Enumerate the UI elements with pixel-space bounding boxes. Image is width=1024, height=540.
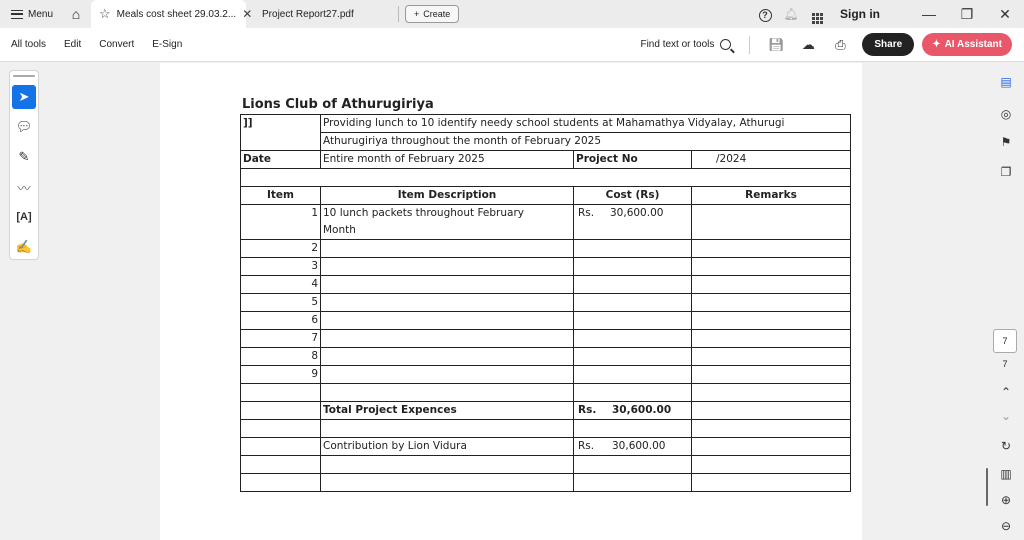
empty-cell [692,276,851,294]
currency-label: Rs. [578,207,595,219]
table-row [241,133,851,151]
empty-cell [241,420,321,438]
close-window-icon[interactable]: ✕ [999,5,1011,22]
ai-sparkle-icon: ✦ [932,39,941,50]
total-pages: 7 [1002,359,1008,369]
right-rail [986,63,1024,540]
table-row [241,151,851,169]
empty-cell [321,276,574,294]
project-description-line1: Providing lunch to 10 identify needy school students at Mahamathya Vidyalay, Athurugi [321,115,851,133]
empty-cell [321,384,574,402]
tab-divider [398,6,399,22]
item-number: 1 [241,205,321,240]
pdf-page [160,63,862,540]
total-amount: 30,600.00 [612,404,672,416]
code-cell: ]] [241,115,321,151]
table-row [241,205,851,240]
item-description-line1: 10 lunch packets throughout February [323,207,524,219]
help-icon[interactable]: ? [752,7,778,22]
minimize-icon[interactable]: — [922,6,936,22]
next-page-icon[interactable]: ⌄ [1000,409,1012,423]
sign-icon[interactable]: ✍ [15,239,33,254]
empty-cell [692,240,851,258]
empty-cell [574,258,692,276]
edit-menu[interactable]: Edit [64,39,82,50]
table-row [241,420,851,438]
edit-pdf-icon[interactable]: ▤ [1000,75,1012,89]
table-row [241,312,851,330]
empty-cell [574,420,692,438]
empty-cell [321,366,574,384]
table-row [241,258,851,276]
header-cost: Cost (Rs) [574,187,692,205]
contribution-cost [574,438,692,456]
empty-cell [241,384,321,402]
empty-cell [574,474,692,492]
item-number: 4 [241,276,321,294]
pages-icon[interactable]: ❐ [1000,165,1012,179]
project-description-line2: Athurugiriya throughout the month of February 2025 [321,133,851,151]
contribution-amount: 30,600.00 [612,440,666,452]
empty-cell [574,294,692,312]
empty-cell [321,348,574,366]
table-row [241,348,851,366]
item-number: 7 [241,330,321,348]
item-number: 6 [241,312,321,330]
table-row [241,366,851,384]
document-title: Lions Club of Athurugiriya [242,97,434,112]
empty-cell [321,456,574,474]
table-row [241,456,851,474]
table-header-row [241,187,851,205]
empty-cell [574,348,692,366]
table-row [241,384,851,402]
save-icon[interactable]: 💾︎ [768,36,785,52]
empty-cell [241,438,321,456]
main-toolbar [0,28,1024,62]
empty-cell [692,474,851,492]
date-label: Date [241,151,321,169]
current-page-input[interactable]: 7 [993,329,1017,353]
empty-cell [692,330,851,348]
empty-cell [321,420,574,438]
empty-cell [692,348,851,366]
item-number: 3 [241,258,321,276]
select-cursor-icon[interactable]: ➤ [12,85,36,109]
header-remarks: Remarks [692,187,851,205]
share-button[interactable]: Share [862,33,914,56]
date-value: Entire month of February 2025 [321,151,574,169]
restore-icon[interactable]: ❐ [960,5,974,22]
empty-cell [574,456,692,474]
project-no-label: Project No [574,151,692,169]
empty-cell [574,384,692,402]
contribution-label: Contribution by Lion Vidura [321,438,574,456]
table-row [241,294,851,312]
all-tools-menu[interactable]: All tools [11,39,47,50]
item-description [321,205,574,240]
table-row [241,276,851,294]
plus-icon: + [414,9,420,19]
print-icon[interactable]: ⎙ [835,36,846,52]
empty-cell [574,366,692,384]
total-label: Total Project Expences [321,402,574,420]
spacer-cell [241,169,851,187]
rotate-icon[interactable]: ↻ [1000,439,1012,453]
sign-in-button[interactable]: Sign in [840,7,880,21]
project-no-text: /2024 [716,153,747,165]
empty-cell [692,420,851,438]
zoom-out-icon[interactable]: ⊖ [1000,519,1012,533]
empty-cell [574,312,692,330]
add-comment-icon[interactable]: 💬︎ [15,119,33,134]
hamburger-icon [11,10,23,19]
star-icon[interactable]: ☆ [99,6,111,21]
empty-cell [692,402,851,420]
title-bar [0,0,1024,28]
convert-menu[interactable]: Convert [99,39,135,50]
empty-cell [321,474,574,492]
menu-button[interactable] [0,0,61,28]
header-description: Item Description [321,187,574,205]
empty-cell [321,294,574,312]
create-label: Create [423,9,451,19]
close-tab-icon[interactable]: ✕ [242,7,253,21]
ai-assistant-label: AI Assistant [944,39,1002,50]
empty-cell [692,294,851,312]
table-row [241,115,851,133]
empty-cell [692,312,851,330]
empty-cell [692,438,851,456]
empty-cell [692,384,851,402]
empty-cell [241,456,321,474]
empty-cell [321,330,574,348]
empty-cell [321,258,574,276]
item-number: 2 [241,240,321,258]
item-cost [574,205,692,240]
item-number: 8 [241,348,321,366]
rail-drag-handle[interactable] [13,75,35,77]
project-no-value [692,151,851,169]
table-row [241,169,851,187]
previous-page-icon[interactable]: ⌃ [1000,385,1012,399]
bookmark-icon[interactable]: ⚑ [1000,135,1012,149]
currency-label: Rs. [578,404,597,416]
tab-project-report[interactable] [246,0,396,28]
zoom-in-icon[interactable]: ⊕ [1000,493,1012,507]
item-number: 9 [241,366,321,384]
empty-cell [321,312,574,330]
upload-cloud-icon[interactable]: ☁ [801,36,815,52]
item-remarks [692,205,851,240]
header-item: Item [241,187,321,205]
tab-label: Meals cost sheet 29.03.2... [116,8,237,20]
scrollbar-thumb[interactable] [986,468,988,506]
empty-cell [692,258,851,276]
text-select-icon[interactable]: [A] [16,211,32,223]
empty-cell [241,402,321,420]
empty-cell [574,276,692,294]
contribution-row [241,438,851,456]
comment-panel-icon[interactable]: ◎ [1000,107,1012,121]
item-description-line2: Month [323,224,356,236]
tab-meals-cost-sheet[interactable] [91,0,253,28]
home-icon[interactable]: ⌂ [71,6,81,22]
currency-label: Rs. [578,440,595,452]
empty-cell [574,330,692,348]
menu-label: Menu [28,8,54,20]
search-icon [720,39,731,50]
empty-cell [321,240,574,258]
total-row [241,402,851,420]
empty-cell [692,366,851,384]
bell-icon[interactable]: 🔔︎ [783,7,799,21]
amount-value: 30,600.00 [610,207,664,219]
toolbar-divider [749,36,750,54]
empty-cell [574,240,692,258]
table-row [241,240,851,258]
find-label: Find text or tools [640,39,715,50]
apps-grid-icon[interactable] [804,5,830,24]
page-fit-icon[interactable]: ▥ [1000,467,1012,481]
tab-label: Project Report27.pdf [262,8,354,20]
empty-cell [692,456,851,474]
document-viewport[interactable] [48,63,978,540]
highlight-pen-icon[interactable]: ✎ [18,149,30,164]
cost-sheet-table [240,114,851,492]
find-text-or-tools[interactable] [640,39,731,50]
draw-freehand-icon[interactable]: 〰 [17,180,31,196]
left-tool-rail [9,70,39,260]
table-row [241,474,851,492]
item-number: 5 [241,294,321,312]
table-row [241,330,851,348]
create-button[interactable] [405,5,459,23]
ai-assistant-button[interactable] [922,33,1012,56]
empty-cell [241,474,321,492]
esign-menu[interactable]: E-Sign [152,39,183,50]
total-cost [574,402,692,420]
